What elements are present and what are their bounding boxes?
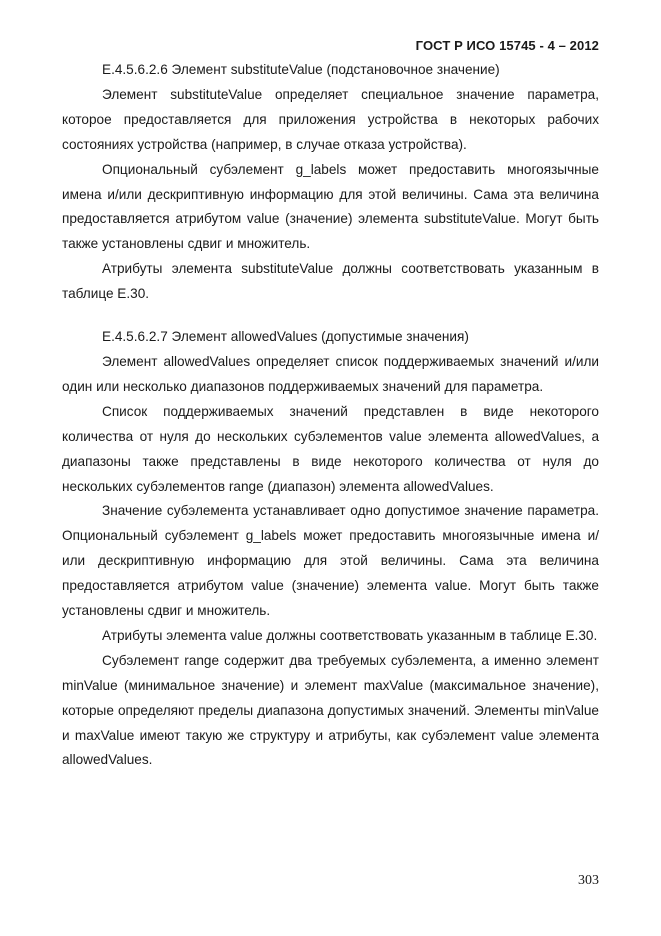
paragraph: Атрибуты элемента value должны соответствовать указанным в таблице E.30.	[102, 627, 598, 643]
standard-header: ГОСТ Р ИСО 15745 - 4 – 2012	[415, 38, 599, 53]
paragraph: Атрибуты элемента substituteValue должны соответствовать указанным в таблице E.30.	[62, 261, 599, 302]
paragraph: Элемент substituteValue определяет специальное значение параметра, которое предоставляется для приложения устройства в некоторых рабочих состояниях устройства (например, в случае отказа устройства).	[62, 86, 599, 152]
section-heading-allowed-values: E.4.5.6.2.7 Элемент allowedValues (допустимые значения)	[102, 329, 469, 345]
section-heading-substitute-value: E.4.5.6.2.6 Элемент substituteValue (подстановочное значение)	[102, 62, 500, 77]
paragraph: Элемент allowedValues определяет список поддерживаемых значений и/или один или несколько диапазонов поддерживаемых значений для параметра.	[62, 353, 599, 394]
page-content	[62, 58, 599, 773]
paragraph: Значение субэлемента устанавливает одно допустимое значение параметра. Опциональный субэлемент g_labels может предоставить многоязычные имена и/или дескриптивную информацию для этой величины. Сама эта величина предоставляется атрибутом value (значение) элемента value. Могут быть также установлены сдвиг и множитель.	[62, 503, 599, 619]
page-number: 303	[578, 873, 599, 888]
paragraph: Субэлемент range содержит два требуемых субэлемента, а именно элемент minValue (минимальное значение) и элемент maxValue (максимальное значение), которые определяют пределы диапазона допустимых значений. Элементы minValue и maxValue имеют такую же структуру и атрибуты, как субэлемент value элемента allowedValues.	[62, 652, 599, 768]
paragraph: Список поддерживаемых значений представлен в виде некоторого количества от нуля до нескольких субэлементов value элемента allowedValues, а диапазоны также представлены в виде некоторого количества от нуля до нескольких субэлементов range (диапазон) элемента allowedValues.	[62, 403, 599, 494]
paragraph: Опциональный субэлемент g_labels может предоставить многоязычные имена и/или дескриптивную информацию для этой величины. Сама эта величина предоставляется атрибутом value (значение) элемента substituteValue. Могут быть также установлены сдвиг и множитель.	[62, 161, 599, 252]
